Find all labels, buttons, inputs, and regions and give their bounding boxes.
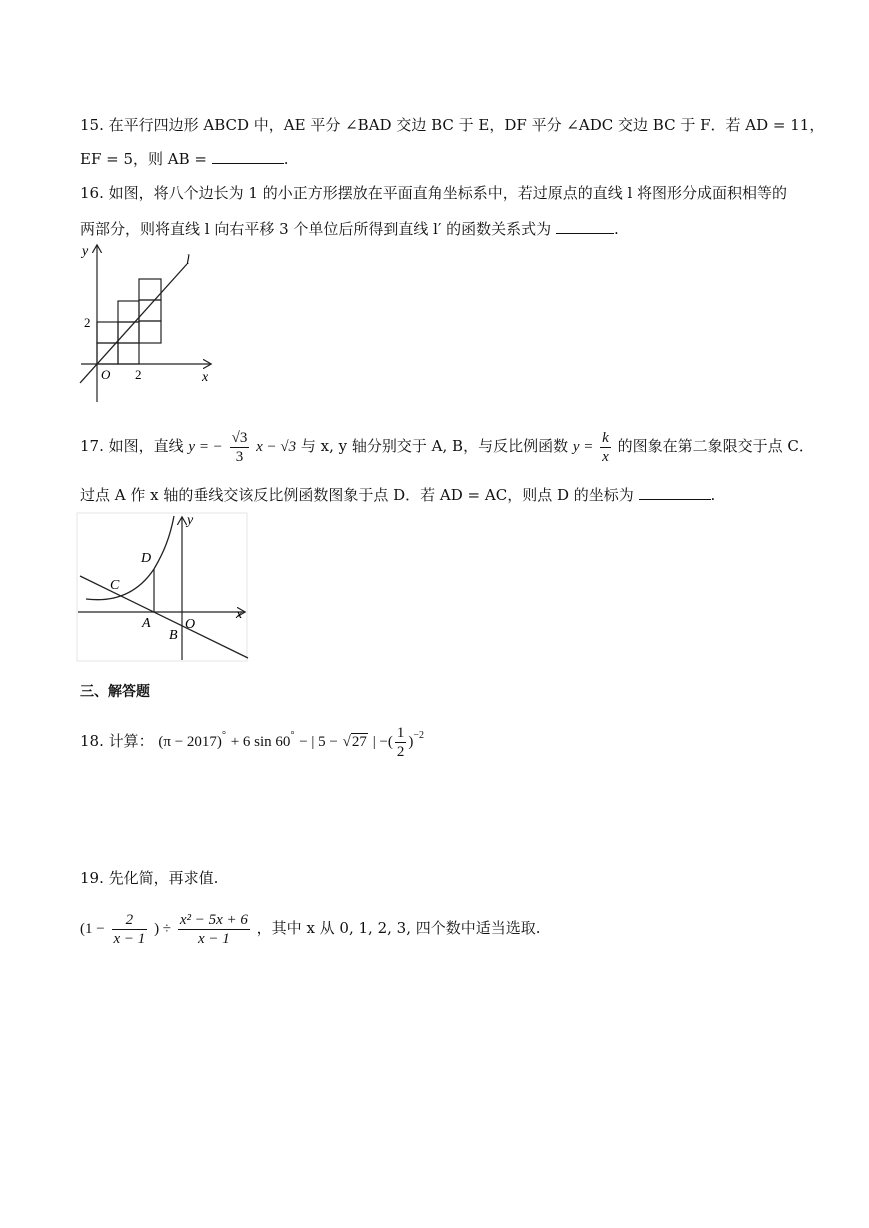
q16-figure <box>76 240 226 405</box>
label-x: x <box>202 370 209 385</box>
q18-line <box>80 714 424 758</box>
q18-exp-a: ° <box>221 730 226 741</box>
q16-period: . <box>613 220 619 238</box>
q17-eq2-prefix: y = <box>572 439 594 455</box>
q17-frac-den: 3 <box>235 448 244 465</box>
q18-expr-e: ) <box>408 734 414 750</box>
q17-period: . <box>710 486 716 504</box>
q17-fraction-2 <box>600 429 611 466</box>
q19-line-1: 19. 先化简，再求值. <box>80 869 219 887</box>
q19-open: (1 − <box>80 921 105 937</box>
label-origin: O <box>101 367 111 382</box>
label-b: B <box>169 628 178 643</box>
answer-blank <box>212 148 284 164</box>
line-ab <box>80 576 248 658</box>
q16-line-2-text: 两部分，则将直线 l 向右平移 3 个单位后所得到直线 l′ 的函数关系式为 <box>80 220 552 238</box>
q18-expr-d: | −( <box>372 734 393 750</box>
label-y: y <box>82 244 89 259</box>
tick-label-y-2: 2 <box>84 315 91 330</box>
q18-expr-b: + 6 sin 60 <box>230 734 291 750</box>
answer-blank <box>556 218 614 234</box>
q18-exp-b: ° <box>290 730 295 741</box>
q17-number: 17. 如图，直线 <box>80 437 184 455</box>
q17-eq-rest: x − √3 <box>256 439 297 455</box>
q18-half <box>395 724 407 761</box>
q19-div: ) ÷ <box>154 921 172 937</box>
label-x: x <box>236 607 243 622</box>
answer-blank <box>639 484 711 500</box>
line-l <box>80 264 187 383</box>
q19-line-2 <box>80 906 541 950</box>
q18-half-den: 2 <box>396 743 405 760</box>
label-c: C <box>110 578 120 593</box>
q18-half-num: 1 <box>396 724 405 741</box>
q18-exp-e: −2 <box>413 730 425 741</box>
q19-fraction-2 <box>178 911 250 948</box>
q19-f2-den: x − 1 <box>197 930 230 947</box>
q15-line-2-text: EF = 5，则 AB = <box>80 150 207 168</box>
label-l: l <box>186 253 190 268</box>
q17-frac2-den: x <box>602 448 609 465</box>
unit-squares <box>97 279 161 364</box>
label-d: D <box>141 551 152 566</box>
q18-expr-c: − | 5 − <box>299 734 338 750</box>
q19-f2-num: x² − 5x + 6 <box>179 911 248 928</box>
q18-expr-a: (π − 2017) <box>158 734 222 750</box>
hyperbola-curve <box>86 516 174 600</box>
q16-line-2 <box>80 218 619 239</box>
q17-frac-num: √3 <box>231 429 248 446</box>
q19-f1-num: 2 <box>112 911 148 930</box>
q17-figure <box>76 512 256 664</box>
q19-f1-den: x − 1 <box>113 930 146 947</box>
q17-text-end: 的图象在第二象限交于点 C． <box>617 437 814 455</box>
q17-line-2 <box>80 484 715 505</box>
label-a: A <box>142 616 151 631</box>
q17-eq-prefix: y = − <box>188 439 223 455</box>
q17-frac2-num: k <box>602 429 609 446</box>
q17-line-2-text: 过点 A 作 x 轴的垂线交该反比例函数图象于点 D．若 AD = AC，则点 D 的坐标为 <box>80 486 634 504</box>
q15-line-2 <box>80 148 289 169</box>
label-y: y <box>187 513 194 528</box>
q18-sqrt-radicand: 27 <box>351 734 367 750</box>
tick-label-x-2: 2 <box>135 367 142 382</box>
q15-line-1: 15. 在平行四边形 ABCD 中，AE 平分 ∠BAD 交边 BC 于 E，DF 平分 ∠ADC 交边 BC 于 F．若 AD = 11， <box>80 116 825 134</box>
q17-fraction <box>230 429 250 466</box>
q17-text-mid: 与 x, y 轴分别交于 A, B，与反比例函数 <box>300 437 569 455</box>
q18-label: 18. 计算： <box>80 732 154 750</box>
q18-sqrt-sign: √ <box>342 734 351 750</box>
q17-line-1 <box>80 424 814 468</box>
q16-line-1: 16. 如图，将八个边长为 1 的小正方形摆放在平面直角坐标系中，若过原点的直线 l 将图形分成面积相等的 <box>80 184 788 202</box>
q15-period: . <box>283 150 289 168</box>
q19-fraction-1 <box>112 911 148 948</box>
section-title: 三、解答题 <box>80 684 150 700</box>
label-o: O <box>185 617 196 632</box>
q19-rest: ，其中 x 从 0, 1, 2, 3, 四个数中适当选取. <box>256 919 541 937</box>
